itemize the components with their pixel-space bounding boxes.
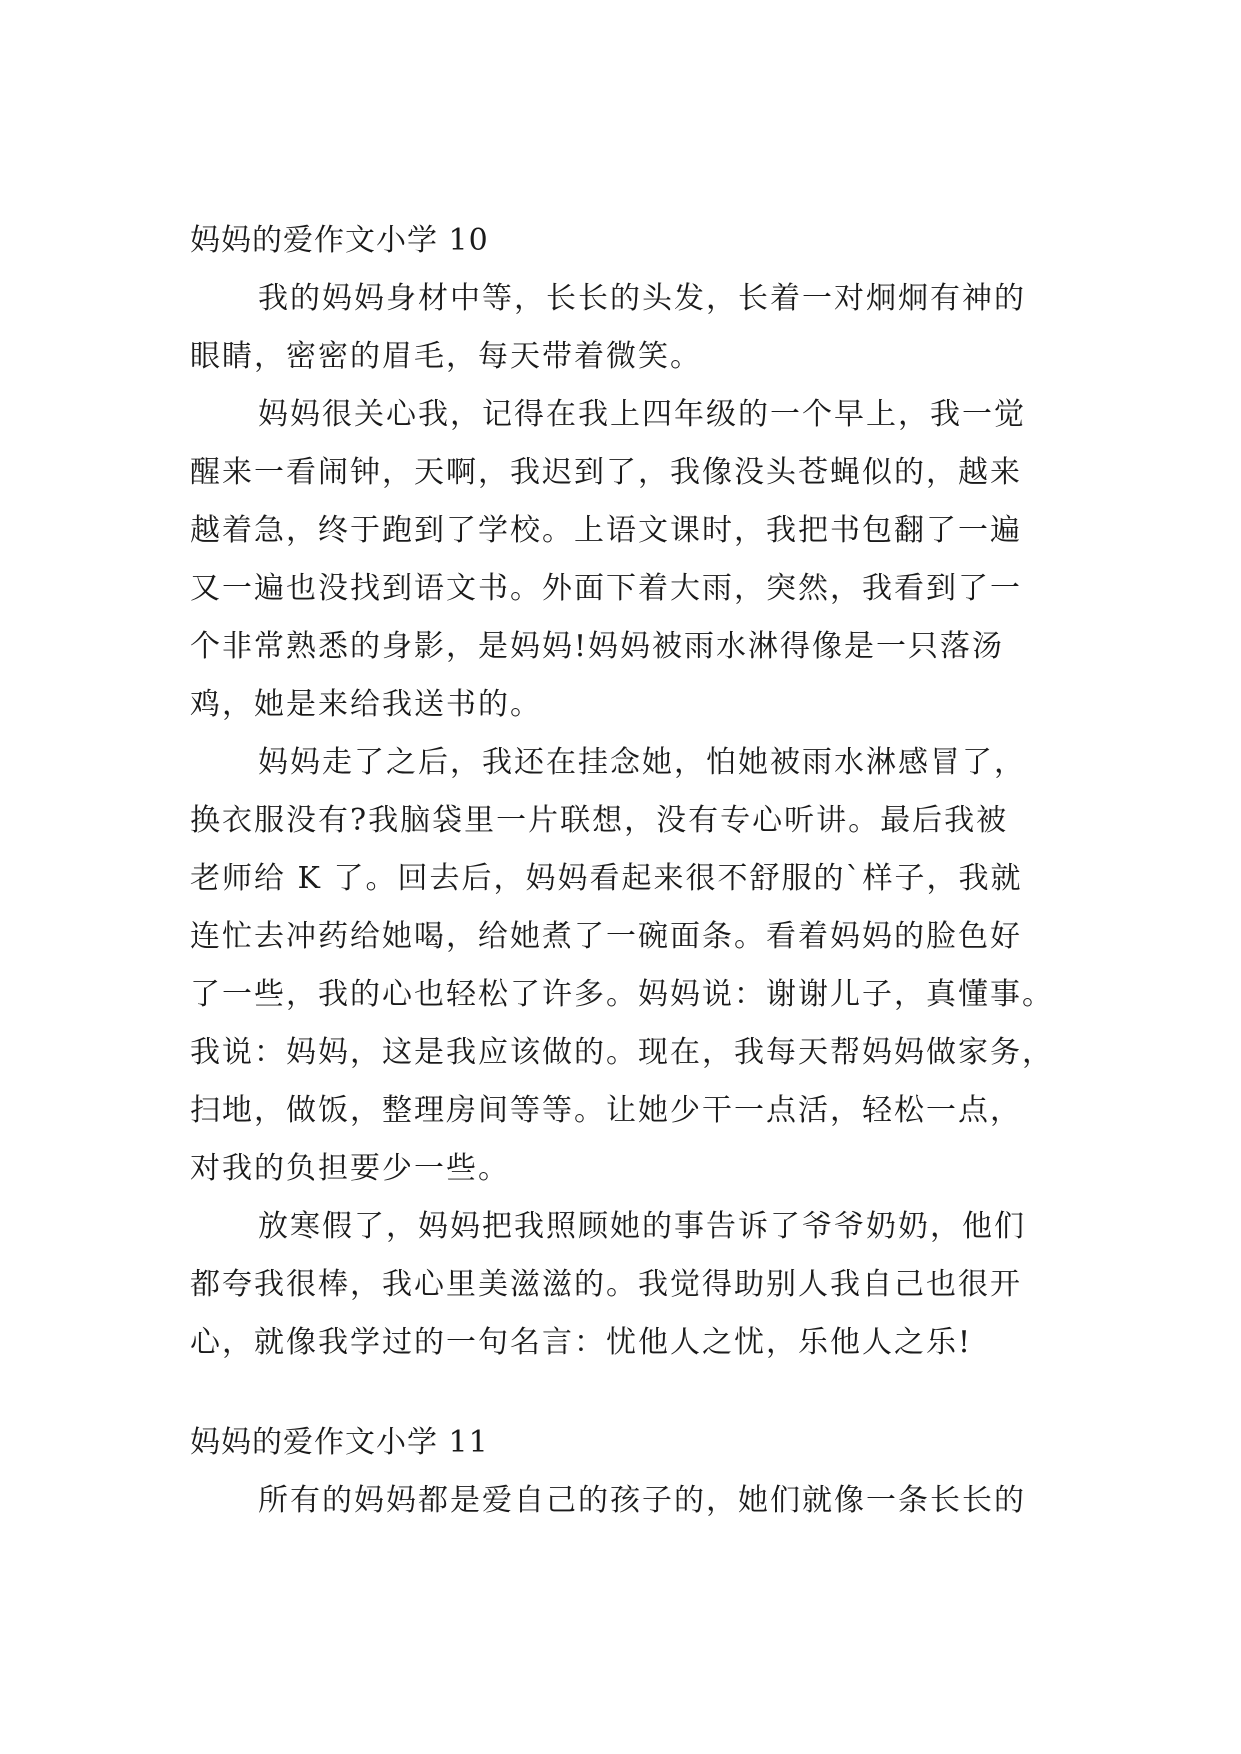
text-line: 我说：妈妈，这是我应该做的。现在，我每天帮妈妈做家务，	[190, 1035, 1054, 1070]
text-line: 眼睛，密密的眉毛，每天带着微笑。	[190, 339, 702, 374]
paragraph	[190, 386, 1070, 734]
paragraph	[190, 1472, 1070, 1530]
text-line: 个非常熟悉的身影，是妈妈!妈妈被雨水淋得像是一只落汤	[190, 629, 1005, 664]
paragraph	[190, 270, 1070, 386]
text-line: 对我的负担要少一些。	[190, 1151, 510, 1186]
text-line: 都夸我很棒，我心里美滋滋的。我觉得助别人我自己也很开	[190, 1267, 1022, 1302]
text-line: 了一些，我的心也轻松了许多。妈妈说：谢谢儿子，真懂事。	[190, 977, 1054, 1012]
text-line: 老师给 K 了。回去后，妈妈看起来很不舒服的`样子，我就	[190, 861, 1023, 896]
text-line: 放寒假了，妈妈把我照顾她的事告诉了爷爷奶奶，他们	[258, 1209, 1026, 1244]
section-gap	[190, 1372, 1070, 1414]
text-line: 心，就像我学过的一句名言：忧他人之忧，乐他人之乐!	[190, 1325, 973, 1360]
text-line: 连忙去冲药给她喝，给她煮了一碗面条。看着妈妈的脸色好	[190, 919, 1022, 954]
text-line: 换衣服没有?我脑袋里一片联想，没有专心听讲。最后我被	[190, 803, 1009, 838]
text-line: 妈妈很关心我，记得在我上四年级的一个早上，我一觉	[258, 397, 1026, 432]
text-line: 越着急，终于跑到了学校。上语文课时，我把书包翻了一遍	[190, 513, 1022, 548]
section-title: 妈妈的爱作文小学 11	[190, 1425, 489, 1460]
text-line: 妈妈走了之后，我还在挂念她，怕她被雨水淋感冒了，	[258, 745, 1026, 780]
text-line: 扫地，做饭，整理房间等等。让她少干一点活，轻松一点，	[190, 1093, 1022, 1128]
text-line: 所有的妈妈都是爱自己的孩子的，她们就像一条长长的	[258, 1483, 1026, 1518]
text-line: 我的妈妈身材中等，长长的头发，长着一对炯炯有神的	[258, 281, 1026, 316]
text-line: 又一遍也没找到语文书。外面下着大雨，突然，我看到了一	[190, 571, 1022, 606]
text-line: 醒来一看闹钟，天啊，我迟到了，我像没头苍蝇似的，越来	[190, 455, 1022, 490]
section-title: 妈妈的爱作文小学 10	[190, 223, 489, 258]
text-line: 鸡，她是来给我送书的。	[190, 687, 542, 722]
paragraph	[190, 734, 1070, 1198]
document-page	[190, 212, 1070, 1530]
paragraph	[190, 1198, 1070, 1372]
